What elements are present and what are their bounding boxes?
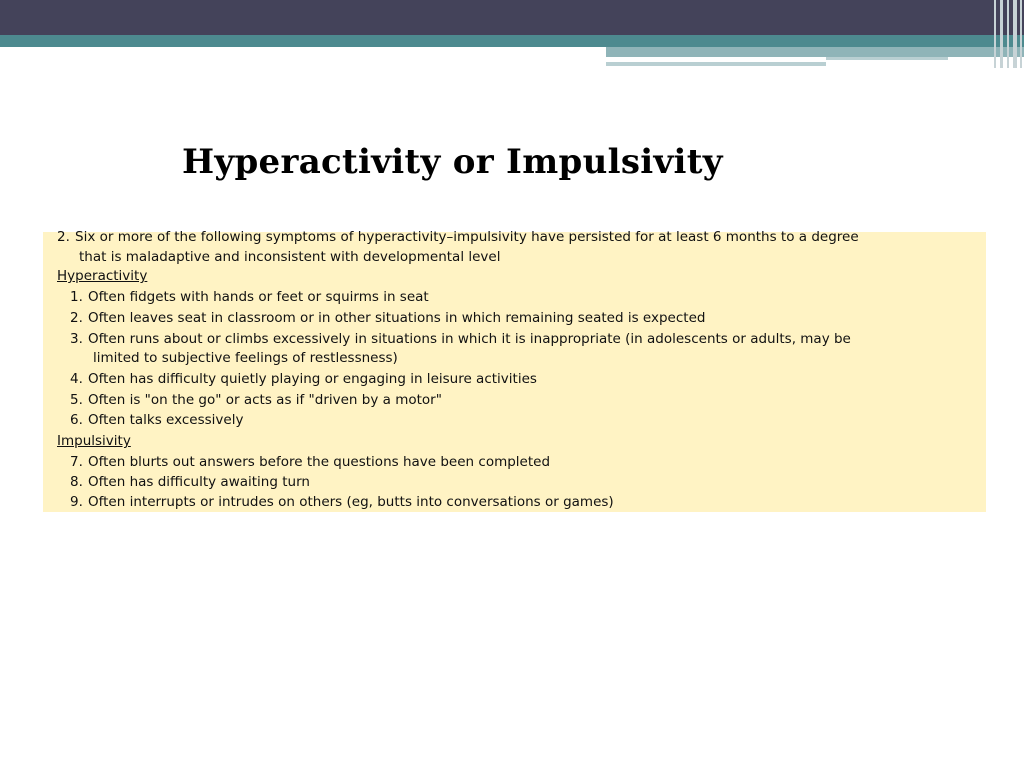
list-item: 4. Often has difficulty quietly playing or engaging in leisure activities: [70, 371, 537, 387]
intro-text: that is maladaptive and inconsistent with developmental level: [79, 249, 501, 265]
list-item: 1. Often fidgets with hands or feet or squirms in seat: [70, 289, 429, 305]
slide-title: Hyperactivity or Impulsivity: [182, 142, 723, 182]
intro-line: [57, 229, 859, 245]
list-item: 8. Often has difficulty awaiting turn: [70, 474, 310, 490]
section-heading-impulsivity: Impulsivity: [57, 433, 131, 449]
list-item: 9. Often interrupts or intrudes on others (eg, butts into conversations or games): [70, 494, 614, 510]
list-item: 6. Often talks excessively: [70, 412, 244, 428]
list-item: 3. Often runs about or climbs excessively in situations in which it is inappropriate (in adolescents or adults, may be: [70, 331, 851, 347]
header-vertical-lines: [990, 0, 1024, 68]
section-heading-hyperactivity: Hyperactivity: [57, 268, 148, 284]
header-rule: [826, 57, 948, 60]
intro-text: Six or more of the following symptoms of hyperactivity–impulsivity have persisted for at least 6 months to a degree: [75, 229, 859, 245]
intro-number: 2.: [57, 229, 70, 245]
header-dark-bar: [0, 0, 1024, 35]
header-rule: [606, 62, 826, 66]
list-item: 5. Often is "on the go" or acts as if "driven by a motor": [70, 392, 442, 408]
criteria-box: [43, 229, 986, 512]
header-light-band: [606, 47, 1024, 57]
list-item: 2. Often leaves seat in classroom or in other situations in which remaining seated is expected: [70, 310, 706, 326]
intro-line: [79, 249, 500, 265]
list-item: 7. Often blurts out answers before the questions have been completed: [70, 454, 551, 470]
list-item-continuation: limited to subjective feelings of restlessness): [93, 350, 398, 366]
header-teal-band: [0, 35, 1024, 47]
